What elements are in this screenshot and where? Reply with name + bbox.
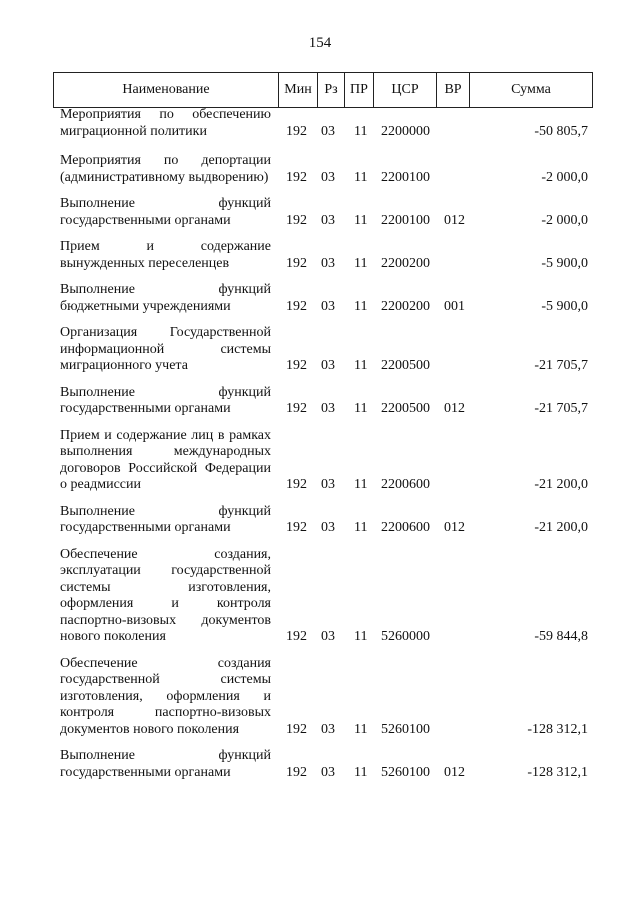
row-name: Выполнение функций государственными органами: [60, 384, 271, 416]
row-csr: 5260100: [381, 764, 430, 780]
row-name: Выполнение функций государственными органами: [60, 503, 271, 535]
row-csr: 2200200: [381, 255, 430, 271]
row-sum: -5 900,0: [541, 255, 588, 271]
row-pr: 11: [354, 255, 368, 271]
row-pr: 11: [354, 123, 368, 139]
row-rz: 03: [321, 169, 335, 185]
row-vr: 012: [444, 764, 465, 780]
row-csr: 2200100: [381, 212, 430, 228]
row-min: 192: [286, 764, 307, 780]
row-min: 192: [286, 123, 307, 139]
table-row: [0, 547, 640, 646]
row-pr: 11: [354, 764, 368, 780]
header-rz: Рз: [318, 73, 345, 108]
table-row: [0, 107, 640, 140]
row-sum: -21 200,0: [534, 477, 588, 492]
table-row: [0, 385, 640, 418]
row-pr: 11: [354, 212, 368, 228]
table-row: [0, 153, 640, 186]
row-name: Организация Государственной информационной системы миграционного учета: [60, 325, 271, 373]
row-vr: 012: [444, 401, 465, 416]
header-csr: ЦСР: [374, 73, 437, 108]
page-number: 154: [308, 35, 332, 51]
row-vr: 012: [444, 520, 465, 535]
row-vr: 012: [444, 212, 465, 228]
table-row: [0, 656, 640, 739]
row-sum: -2 000,0: [541, 169, 588, 185]
row-rz: 03: [321, 477, 335, 492]
row-min: 192: [286, 401, 307, 416]
row-sum: -21 705,7: [534, 358, 588, 373]
row-name: Обеспечение создания, эксплуатации государственной системы изготовления, оформления и контроля паспортно-визовых документов нового поколения: [60, 546, 271, 644]
row-pr: 11: [354, 169, 368, 185]
row-csr: 2200600: [381, 520, 430, 535]
row-rz: 03: [321, 212, 335, 228]
row-min: 192: [286, 520, 307, 535]
row-sum: -21 200,0: [534, 520, 588, 535]
row-name: Прием и содержание вынужденных переселенцев: [60, 239, 271, 271]
row-rz: 03: [321, 520, 335, 535]
table-row: [0, 196, 640, 229]
row-sum: -50 805,7: [534, 123, 588, 139]
row-csr: 2200100: [381, 169, 430, 185]
row-name: Мероприятия по обеспечению миграционной политики: [60, 107, 271, 139]
row-csr: 5260000: [381, 629, 430, 644]
budget-table-body: [0, 107, 640, 781]
row-name: Выполнение функций государственными органами: [60, 196, 271, 228]
header-sum: Сумма: [470, 73, 593, 108]
row-pr: 11: [354, 298, 368, 314]
row-rz: 03: [321, 764, 335, 780]
row-rz: 03: [321, 298, 335, 314]
row-pr: 11: [354, 477, 368, 492]
row-pr: 11: [354, 721, 368, 737]
row-rz: 03: [321, 255, 335, 271]
row-pr: 11: [354, 520, 368, 535]
row-rz: 03: [321, 123, 335, 139]
row-csr: 2200500: [381, 401, 430, 416]
row-vr: 001: [444, 298, 465, 314]
row-name: Выполнение функций государственными органами: [60, 748, 271, 780]
header-min: Мин: [279, 73, 318, 108]
table-row: [0, 325, 640, 375]
row-pr: 11: [354, 401, 368, 416]
table-row: [0, 282, 640, 315]
row-pr: 11: [354, 358, 368, 373]
row-csr: 2200200: [381, 298, 430, 314]
row-sum: -128 312,1: [527, 764, 588, 780]
row-pr: 11: [354, 629, 368, 644]
row-min: 192: [286, 298, 307, 314]
row-sum: -128 312,1: [527, 721, 588, 737]
row-name: Обеспечение создания государственной системы изготовления, оформления и контроля паспортно-визовых документов нового поколения: [60, 655, 271, 737]
row-sum: -21 705,7: [534, 401, 588, 416]
row-min: 192: [286, 255, 307, 271]
row-min: 192: [286, 169, 307, 185]
row-min: 192: [286, 212, 307, 228]
row-name: Прием и содержание лиц в рамках выполнения международных договоров Российской Федерации о реадмиссии: [60, 427, 271, 492]
row-min: 192: [286, 629, 307, 644]
table-row: [0, 428, 640, 494]
row-csr: 5260100: [381, 721, 430, 737]
header-vr: ВР: [437, 73, 470, 108]
row-sum: -5 900,0: [541, 298, 588, 314]
row-name: Выполнение функций бюджетными учреждениями: [60, 282, 271, 314]
row-rz: 03: [321, 358, 335, 373]
row-csr: 2200500: [381, 358, 430, 373]
row-sum: -2 000,0: [541, 212, 588, 228]
table-header: [53, 72, 593, 108]
row-rz: 03: [321, 721, 335, 737]
table-row: [0, 504, 640, 537]
row-min: 192: [286, 358, 307, 373]
row-min: 192: [286, 477, 307, 492]
row-rz: 03: [321, 629, 335, 644]
header-pr: ПР: [345, 73, 374, 108]
header-name: Наименование: [54, 73, 279, 108]
row-csr: 2200600: [381, 477, 430, 492]
row-csr: 2200000: [381, 123, 430, 139]
row-sum: -59 844,8: [534, 629, 588, 644]
table-row: [0, 748, 640, 781]
row-name: Мероприятия по депортации (административному выдворению): [60, 153, 271, 185]
row-min: 192: [286, 721, 307, 737]
row-rz: 03: [321, 401, 335, 416]
table-row: [0, 239, 640, 272]
